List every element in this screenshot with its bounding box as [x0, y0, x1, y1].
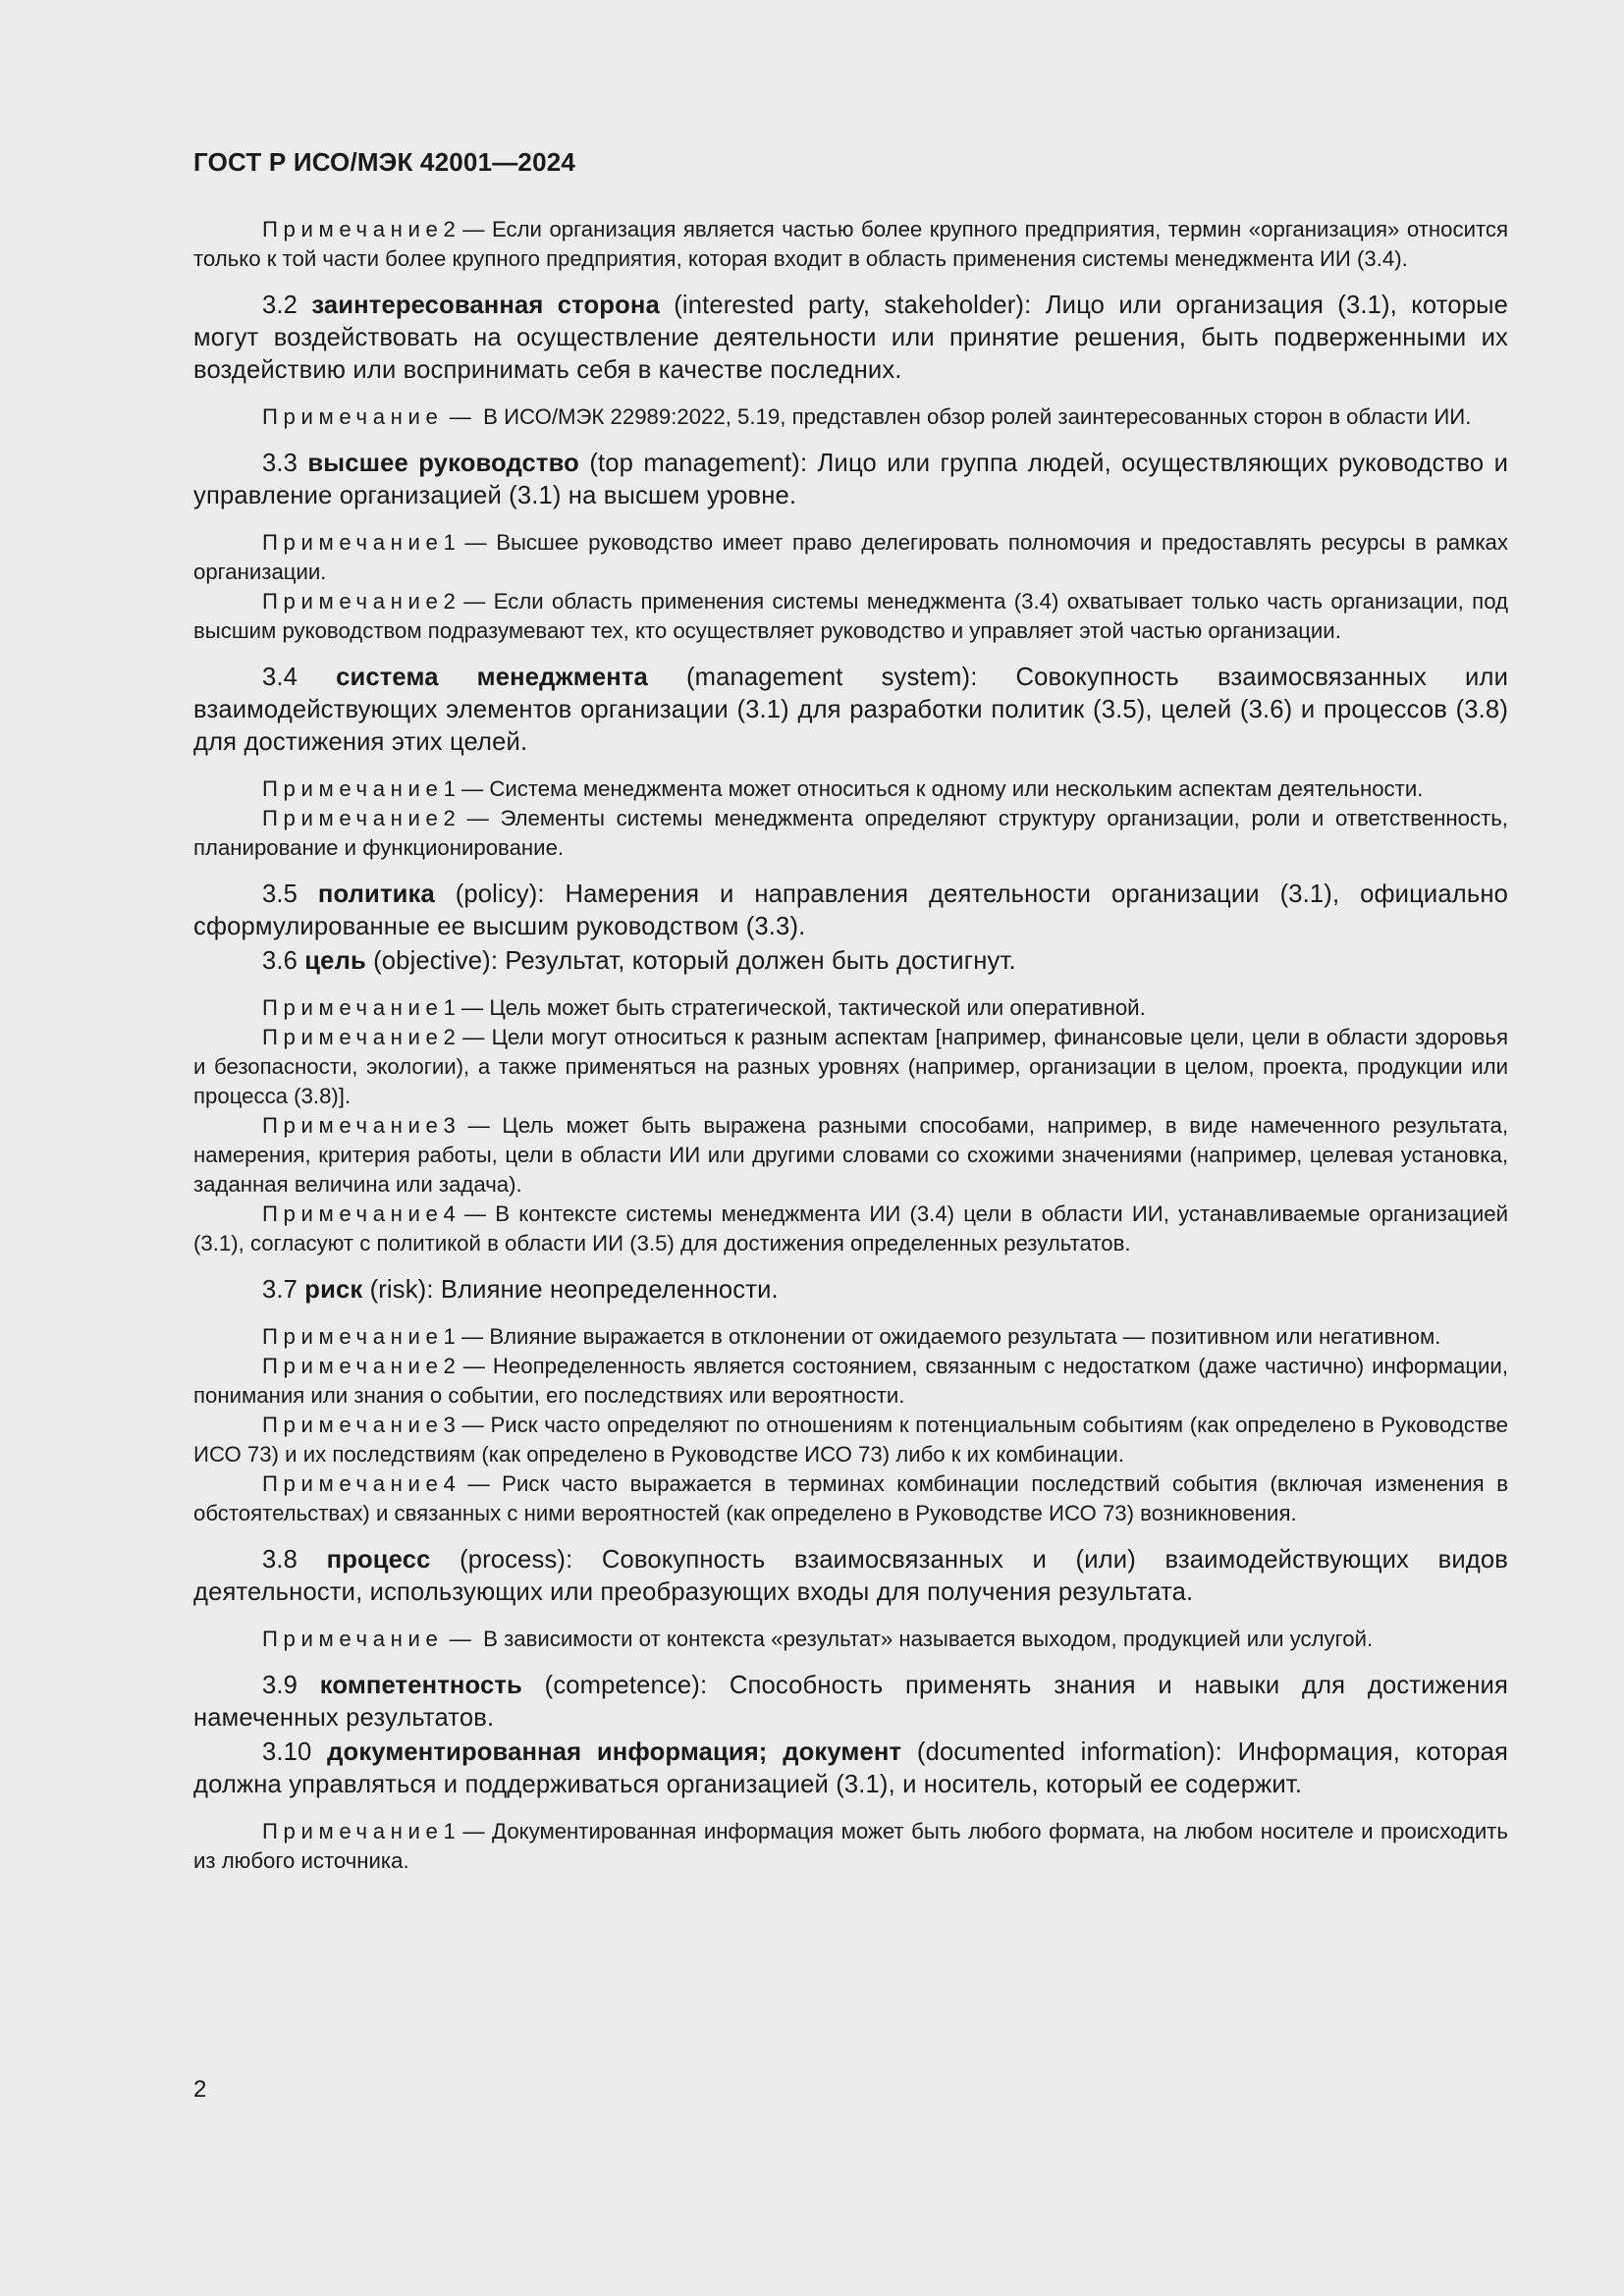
page-number: 2 [193, 2076, 207, 2103]
note-label: Примечание [262, 1627, 444, 1651]
note-label: Примечание [262, 1819, 444, 1843]
note-dash: — [455, 1113, 503, 1138]
note-label: Примечание [262, 1201, 444, 1226]
note-paragraph [193, 774, 1508, 804]
note-text: Риск часто выражается в терминах комбинации последствий события (включая изменения в обстоятельствах) и связанных с ними вероятностей (как определено в Руководстве ИСО 73) возникновения. [193, 1471, 1508, 1525]
term-english: (risk) [369, 1276, 427, 1304]
term-number: 3.2 [262, 292, 298, 319]
note-number: 1 [443, 1324, 456, 1349]
term-number: 3.4 [262, 664, 298, 691]
term-number: 3.5 [262, 881, 298, 908]
note-text: В ИСО/МЭК 22989:2022, 5.19, представлен обзор ролей заинтересованных сторон в области ИИ. [483, 404, 1472, 429]
note-number: 4 [443, 1471, 456, 1496]
term-english: (competence) [544, 1672, 700, 1699]
term-number: 3.7 [262, 1276, 298, 1304]
note-label: Примечание [262, 1113, 444, 1138]
term-english: (process) [460, 1546, 567, 1574]
term-number: 3.9 [262, 1672, 298, 1699]
term-name: процесс [326, 1546, 431, 1574]
note-dash: — [455, 1025, 492, 1049]
term-definition [193, 448, 1508, 512]
note-dash: — [455, 776, 490, 801]
term-text: : Информация, которая должна управляться и поддерживаться организацией (3.1), и носитель, который ее содержит. [193, 1738, 1508, 1798]
note-text: Система менеджмента может относиться к одному или нескольким аспектам деятельности. [489, 776, 1424, 801]
term-name: высшее руководство [307, 450, 579, 477]
note-paragraph [193, 1352, 1508, 1411]
note-paragraph [193, 1023, 1508, 1111]
term-name: компетентность [319, 1672, 522, 1699]
page-content [193, 147, 1508, 1876]
term-name: политика [317, 881, 435, 908]
note-label: Примечание [262, 1413, 444, 1437]
note-number: 2 [443, 806, 456, 830]
note-dash: — [455, 1201, 496, 1226]
note-number: 1 [443, 995, 456, 1020]
term-english: (management system) [685, 664, 971, 691]
note-label: Примечание [262, 1025, 444, 1049]
note-label: Примечание [262, 1471, 444, 1496]
note-dash: — [455, 1413, 491, 1437]
note-label: Примечание [262, 217, 444, 241]
note-number: 1 [443, 1819, 456, 1843]
note-paragraph [193, 1625, 1508, 1654]
note-dash: — [455, 995, 490, 1020]
term-text: : Лицо или группа людей, осуществляющих руководство и управление организацией (3.1) на высшем уровне. [193, 450, 1509, 509]
term-english: (documented information) [916, 1738, 1216, 1766]
document-header: ГОСТ Р ИСО/МЭК 42001—2024 [193, 147, 576, 177]
note-paragraph [193, 1817, 1508, 1876]
note-text: Цели могут относиться к разным аспектам [например, финансовые цели, цели в области здоровья и безопасности, экологии), а также применяться на разных уровнях (например, организации в целом, проекта, продукции или процесса (3.8)]. [193, 1025, 1508, 1108]
note-text: Элементы системы менеджмента определяют структуру организации, роли и ответственность, планирование и функционирование. [193, 806, 1508, 860]
note-text: Если область применения системы менеджмента (3.4) охватывает только часть организации, под высшим руководством подразумевают тех, кто осуществляет руководство и управляет этой частью организации. [193, 589, 1508, 643]
note-text: Цель может быть выражена разными способами, например, в виде намеченного результата, намерения, критерия работы, цели в области ИИ или другими словами со схожими значениями (например, целевая установка, заданная величина или задача). [193, 1113, 1508, 1197]
note-number: 3 [443, 1113, 456, 1138]
term-text: : Совокупность взаимосвязанных и (или) взаимодействующих видов деятельности, использующих или преобразующих входы для получения результата. [193, 1546, 1508, 1606]
note-label: Примечание [262, 995, 444, 1020]
note-dash: — [455, 806, 501, 830]
note-text: Неопределенность является состоянием, связанным с недостатком (даже частично) информации, понимания или знания о событии, его последствиях или вероятности. [193, 1354, 1508, 1408]
note-number: 4 [443, 1201, 456, 1226]
term-name: система менеджмента [336, 664, 648, 691]
note-dash: — [455, 1354, 493, 1378]
note-dash: — [455, 1324, 490, 1349]
term-text: : Результат, который должен быть достигнут. [490, 947, 1016, 975]
term-definition [193, 879, 1508, 943]
term-name: заинтересованная сторона [311, 292, 660, 319]
note-paragraph [193, 587, 1508, 646]
note-paragraph [193, 1111, 1508, 1200]
note-text: Высшее руководство имеет право делегировать полномочия и предоставлять ресурсы в рамках организации. [193, 530, 1508, 584]
note-dash: — [443, 1627, 484, 1651]
note-label: Примечание [262, 806, 444, 830]
term-definition [193, 1670, 1508, 1735]
note-label: Примечание [262, 1354, 444, 1378]
note-paragraph [193, 215, 1508, 274]
term-definition [193, 1544, 1508, 1609]
note-text: Документированная информация может быть любого формата, на любом носителе и происходить из любого источника. [193, 1819, 1508, 1873]
note-text: В зависимости от контекста «результат» называется выходом, продукцией или услугой. [483, 1627, 1374, 1651]
term-number: 3.6 [262, 947, 298, 975]
note-label: Примечание [262, 589, 444, 614]
note-paragraph [193, 993, 1508, 1023]
term-english: (policy) [455, 881, 538, 908]
term-name: риск [304, 1276, 363, 1304]
note-dash: — [455, 1819, 493, 1843]
term-text: : Лицо или организация (3.1), которые могут воздействовать на осуществление деятельности или принятие решения, быть подверженными их воздействию или воспринимать себя в качестве последних. [193, 292, 1509, 384]
note-label: Примечание [262, 776, 444, 801]
note-label: Примечание [262, 530, 444, 555]
term-definition [193, 1736, 1508, 1801]
term-definition [193, 662, 1508, 759]
note-number: 2 [443, 217, 456, 241]
term-text: : Влияние неопределенности. [426, 1276, 779, 1304]
note-number: 2 [443, 1354, 456, 1378]
term-text: : Способность применять знания и навыки для достижения намеченных результатов. [193, 1672, 1509, 1732]
note-paragraph [193, 1322, 1508, 1352]
note-text: Если организация является частью более крупного предприятия, термин «организация» относится только к той части более крупного предприятия, которая входит в область применения системы менеджмента ИИ (3.4). [193, 217, 1508, 271]
term-definition [193, 945, 1508, 978]
term-text: : Совокупность взаимосвязанных или взаимодействующих элементов организации (3.1) для разработки политик (3.5), целей (3.6) и процессов (3.8) для достижения этих целей. [193, 664, 1509, 756]
note-dash: — [455, 589, 494, 614]
note-paragraph [193, 1469, 1508, 1528]
note-paragraph [193, 528, 1508, 587]
note-paragraph [193, 804, 1508, 863]
note-paragraph [193, 1411, 1508, 1469]
note-number: 2 [443, 589, 456, 614]
note-dash: — [443, 404, 484, 429]
note-text: В контексте системы менеджмента ИИ (3.4) цели в области ИИ, устанавливаемые организацией (3.1), согласуют с политикой в области ИИ (3.5) для достижения определенных результатов. [193, 1201, 1508, 1255]
term-name: цель [304, 947, 366, 975]
note-text: Цель может быть стратегической, тактической или оперативной. [489, 995, 1146, 1020]
note-dash: — [455, 217, 492, 241]
note-number: 3 [443, 1413, 456, 1437]
term-english: (interested party, stakeholder) [674, 292, 1025, 319]
term-number: 3.8 [262, 1546, 298, 1574]
note-label: Примечание [262, 1324, 444, 1349]
note-number: 1 [443, 776, 456, 801]
term-definition [193, 290, 1508, 387]
note-paragraph [193, 402, 1508, 432]
note-label: Примечание [262, 404, 444, 429]
term-number: 3.3 [262, 450, 298, 477]
note-text: Влияние выражается в отклонении от ожидаемого результата — позитивном или негативном. [489, 1324, 1441, 1349]
term-text: : Намерения и направления деятельности организации (3.1), официально сформулированные ее высшим руководством (3.3). [193, 881, 1508, 940]
term-name: документированная информация; документ [327, 1738, 902, 1766]
term-definition [193, 1274, 1508, 1307]
term-english: (objective) [373, 947, 491, 975]
note-dash: — [455, 1471, 503, 1496]
note-text: Риск часто определяют по отношениям к потенциальным событиям (как определено в Руководстве ИСО 73) и их последствиям (как определено в Руководстве ИСО 73) либо к их комбинации. [193, 1413, 1508, 1467]
note-dash: — [455, 530, 497, 555]
note-number: 2 [443, 1025, 456, 1049]
term-english: (top management) [589, 450, 800, 477]
term-number: 3.10 [262, 1738, 312, 1766]
note-paragraph [193, 1200, 1508, 1258]
note-number: 1 [443, 530, 456, 555]
